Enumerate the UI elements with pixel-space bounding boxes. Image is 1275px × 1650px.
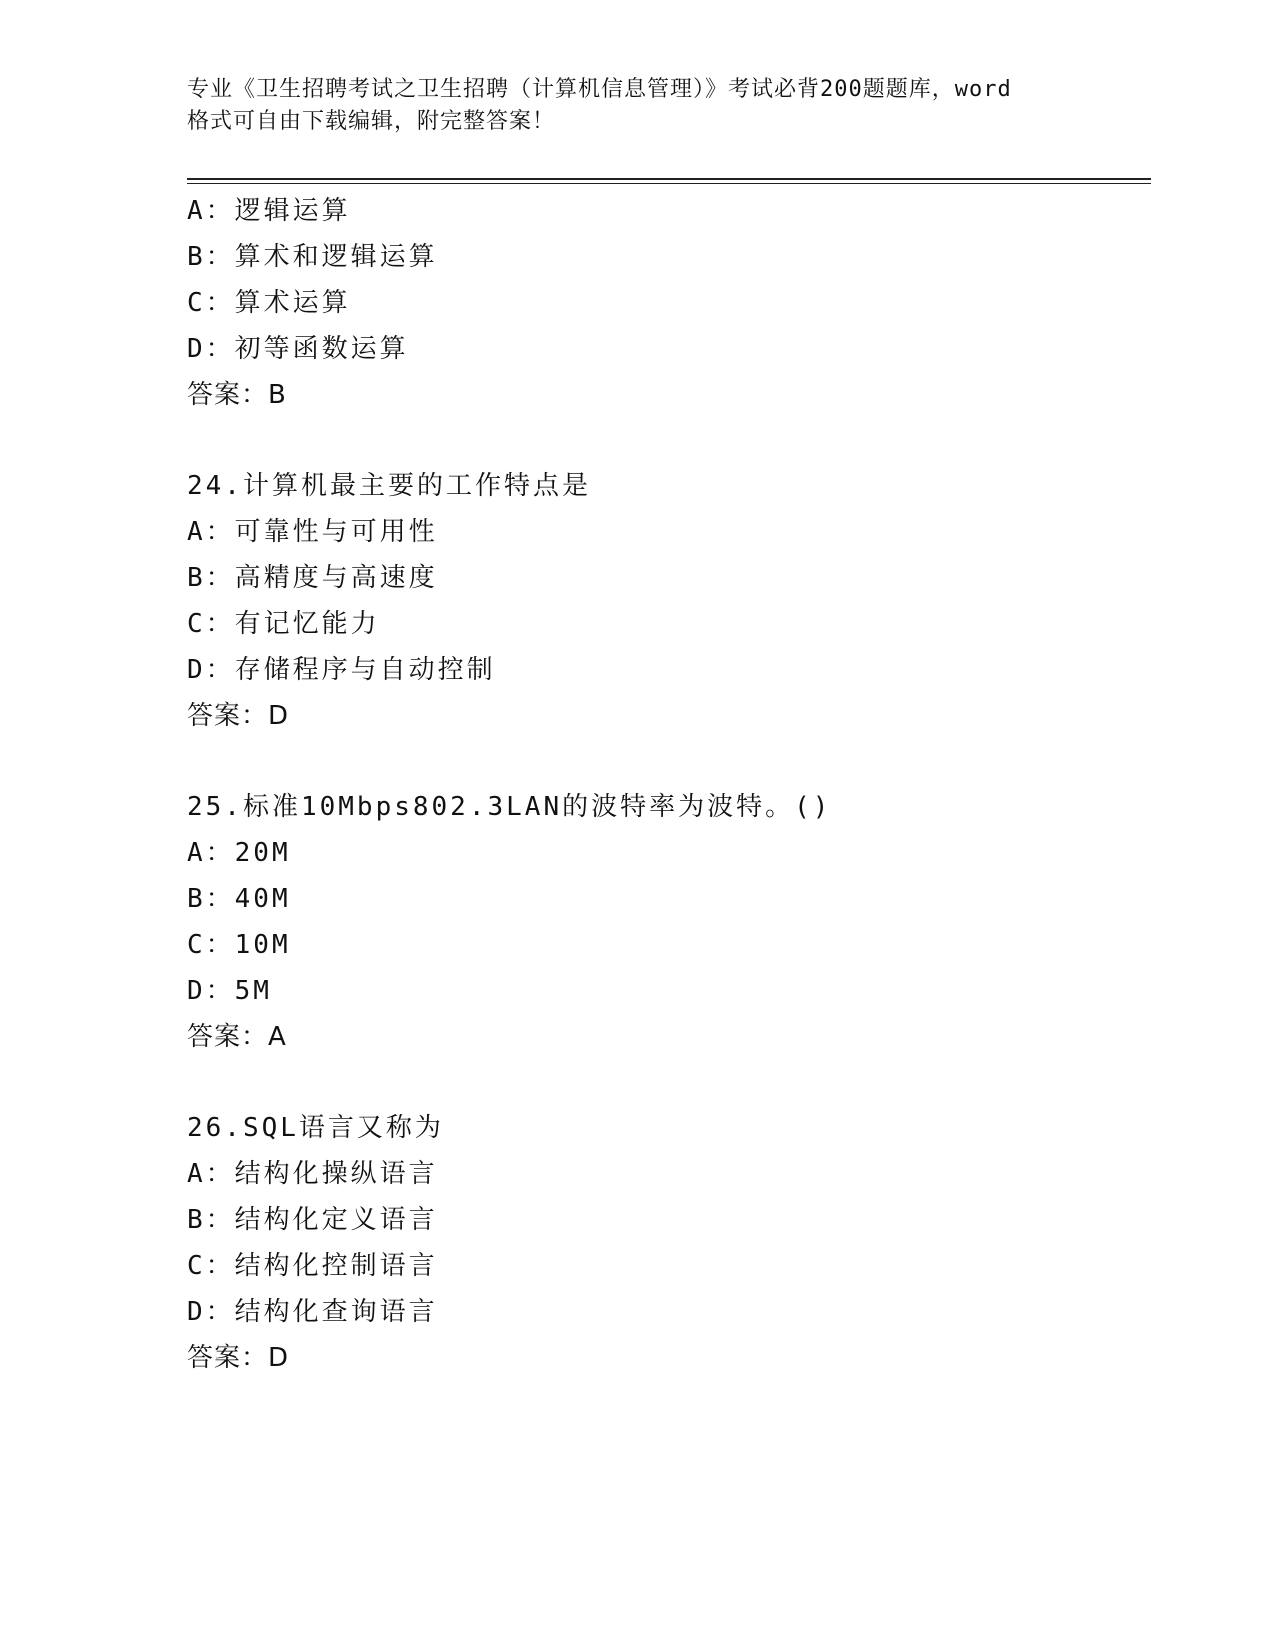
header-line-2: 格式可自由下载编辑，附完整答案！ (187, 109, 556, 134)
document-header (187, 74, 1087, 138)
option-b: B：40M (187, 884, 291, 914)
answer-line: 答案：B (187, 380, 287, 410)
option-a: A：逻辑运算 (187, 196, 351, 226)
answer-line: 答案：D (187, 1343, 290, 1373)
option-a: A：结构化操纵语言 (187, 1159, 438, 1189)
option-b: B：结构化定义语言 (187, 1205, 438, 1235)
question-stem: 26.SQL语言又称为 (187, 1113, 444, 1143)
option-a: A：20M (187, 838, 291, 868)
question-block (187, 188, 1147, 418)
question-block (187, 784, 1147, 1060)
header-line-1: 专业《卫生招聘考试之卫生招聘（计算机信息管理）》考试必背200题题库，word (187, 77, 1012, 102)
answer-line: 答案：D (187, 701, 290, 731)
question-list (187, 188, 1147, 1381)
header-divider (187, 178, 1151, 184)
option-b: B：算术和逻辑运算 (187, 242, 438, 272)
question-stem: 25.标准10Mbps802.3LAN的波特率为波特。() (187, 792, 832, 822)
option-d: D：存储程序与自动控制 (187, 655, 496, 685)
question-stem: 24.计算机最主要的工作特点是 (187, 471, 591, 501)
option-c: C：结构化控制语言 (187, 1251, 438, 1281)
option-d: D：结构化查询语言 (187, 1297, 438, 1327)
option-d: D：初等函数运算 (187, 334, 409, 364)
option-d: D：5M (187, 976, 272, 1006)
answer-line: 答案：A (187, 1022, 287, 1052)
option-c: C：10M (187, 930, 291, 960)
question-block (187, 1105, 1147, 1381)
question-block (187, 463, 1147, 739)
option-a: A：可靠性与可用性 (187, 517, 438, 547)
option-c: C：算术运算 (187, 288, 351, 318)
option-c: C：有记忆能力 (187, 609, 380, 639)
option-b: B：高精度与高速度 (187, 563, 438, 593)
